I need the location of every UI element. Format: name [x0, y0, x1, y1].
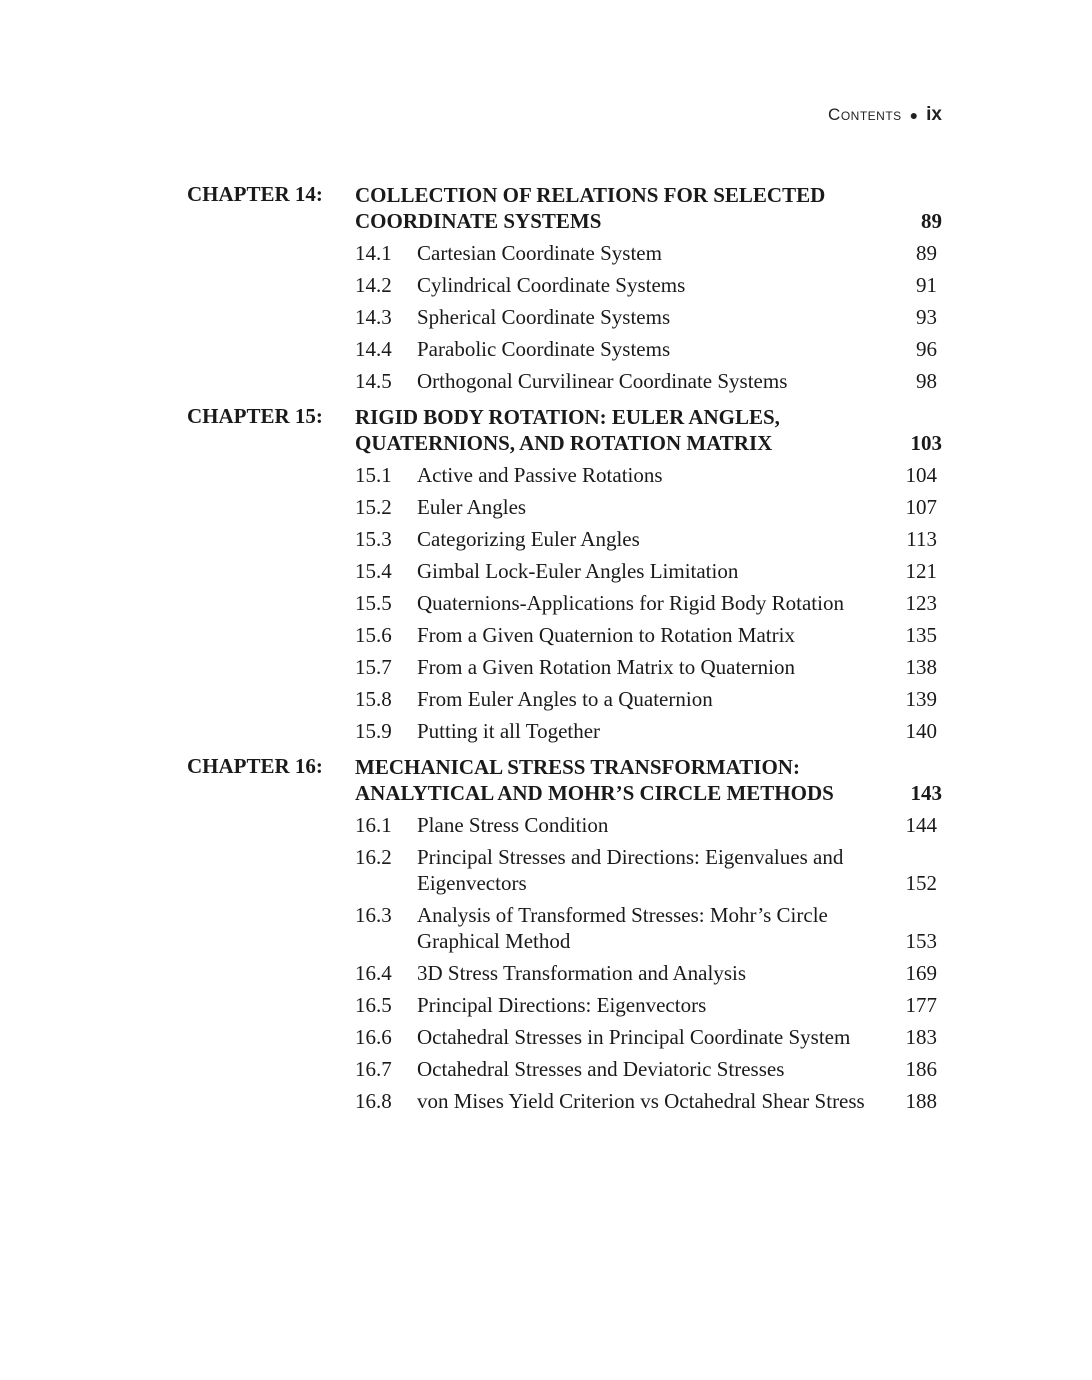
section-page: 177 [905, 993, 937, 1017]
section-title: From a Given Rotation Matrix to Quaternion [417, 655, 795, 679]
section-page: 139 [905, 687, 937, 711]
section-title: Euler Angles [417, 495, 527, 519]
section-title: Gimbal Lock-Euler Angles Limitation [417, 559, 739, 583]
page-number: ix [926, 104, 942, 125]
section-page: 93 [916, 305, 937, 329]
section-number: 14.1 [355, 241, 392, 265]
bullet-icon: ● [909, 107, 919, 123]
section-title: Principal Stresses and Directions: Eigenvalues and Eigenvectors [417, 845, 844, 895]
section-number: 16.5 [355, 993, 392, 1017]
section-title: Quaternions-Applications for Rigid Body Rotation [417, 591, 844, 615]
section-entry [355, 558, 942, 584]
section-entry [355, 960, 942, 986]
section-entry [355, 494, 942, 520]
section-page: 113 [906, 527, 937, 551]
section-number: 16.4 [355, 961, 392, 985]
section-entry [355, 304, 942, 330]
section-title: Analysis of Transformed Stresses: Mohr’s Circle Graphical Method [417, 903, 828, 953]
section-number: 15.1 [355, 463, 392, 487]
section-page: 153 [905, 929, 937, 953]
section-entry [355, 654, 942, 680]
chapter-page: 89 [921, 209, 942, 233]
chapter-page: 103 [910, 431, 942, 455]
section-entry [355, 272, 942, 298]
section-number: 15.5 [355, 591, 392, 615]
section-entry [355, 686, 942, 712]
section-page: 186 [905, 1057, 937, 1081]
section-number: 14.4 [355, 337, 392, 361]
section-entry [355, 718, 942, 744]
section-number: 15.9 [355, 719, 392, 743]
section-entry [355, 1088, 942, 1114]
section-title: From a Given Quaternion to Rotation Matrix [417, 623, 795, 647]
section-entry [355, 462, 942, 488]
section-number: 14.2 [355, 273, 392, 297]
section-page: 169 [905, 961, 937, 985]
section-title: Spherical Coordinate Systems [417, 305, 671, 329]
section-entry [355, 992, 942, 1018]
section-number: 14.5 [355, 369, 392, 393]
section-entry [355, 240, 942, 266]
section-entry [355, 1024, 942, 1050]
chapter-label: CHAPTER 15: [187, 404, 323, 428]
chapter-entry [187, 404, 942, 744]
section-title: Octahedral Stresses and Deviatoric Stresses [417, 1057, 785, 1081]
section-page: 98 [916, 369, 937, 393]
chapter-label: CHAPTER 14: [187, 182, 323, 206]
section-title: Octahedral Stresses in Principal Coordinate System [417, 1025, 851, 1049]
section-entry [355, 368, 942, 394]
section-title: Plane Stress Condition [417, 813, 609, 837]
section-page: 135 [905, 623, 937, 647]
section-entry [355, 844, 942, 896]
section-number: 15.3 [355, 527, 392, 551]
section-page: 140 [905, 719, 937, 743]
section-page: 138 [905, 655, 937, 679]
chapter-title: MECHANICAL STRESS TRANSFORMATION: ANALYTICAL AND MOHR’S CIRCLE METHODS [355, 755, 834, 805]
section-title: From Euler Angles to a Quaternion [417, 687, 713, 711]
chapter-title: COLLECTION OF RELATIONS FOR SELECTED COORDINATE SYSTEMS [355, 183, 826, 233]
section-title: Putting it all Together [417, 719, 601, 743]
section-page: 144 [905, 813, 937, 837]
section-title: 3D Stress Transformation and Analysis [417, 961, 747, 985]
section-entry [355, 526, 942, 552]
chapter-entry [187, 754, 942, 1114]
section-title: Active and Passive Rotations [417, 463, 663, 487]
running-head [828, 104, 942, 126]
chapter-entry [187, 182, 942, 394]
section-number: 14.3 [355, 305, 392, 329]
section-title: von Mises Yield Criterion vs Octahedral Shear Stress [417, 1089, 865, 1113]
section-page: 152 [905, 871, 937, 895]
section-number: 16.2 [355, 845, 392, 869]
section-entry [355, 812, 942, 838]
section-number: 16.6 [355, 1025, 392, 1049]
section-page: 188 [905, 1089, 937, 1113]
section-page: 96 [916, 337, 937, 361]
section-page: 183 [905, 1025, 937, 1049]
section-page: 107 [905, 495, 937, 519]
section-title: Categorizing Euler Angles [417, 527, 640, 551]
section-number: 16.1 [355, 813, 392, 837]
section-number: 15.6 [355, 623, 392, 647]
running-head-label: Contents [828, 105, 902, 124]
section-title: Principal Directions: Eigenvectors [417, 993, 707, 1017]
section-number: 15.8 [355, 687, 392, 711]
section-number: 15.2 [355, 495, 392, 519]
section-entry [355, 590, 942, 616]
section-entry [355, 1056, 942, 1082]
section-number: 15.4 [355, 559, 392, 583]
section-page: 89 [916, 241, 937, 265]
section-title: Cartesian Coordinate System [417, 241, 662, 265]
section-page: 91 [916, 273, 937, 297]
section-number: 16.7 [355, 1057, 392, 1081]
chapter-label: CHAPTER 16: [187, 754, 323, 778]
section-entry [355, 336, 942, 362]
table-of-contents [187, 182, 942, 1124]
chapter-page: 143 [910, 781, 942, 805]
section-title: Orthogonal Curvilinear Coordinate Systems [417, 369, 788, 393]
section-page: 123 [905, 591, 937, 615]
chapter-title: RIGID BODY ROTATION: EULER ANGLES, QUATERNIONS, AND ROTATION MATRIX [355, 405, 780, 455]
section-title: Parabolic Coordinate Systems [417, 337, 671, 361]
section-number: 15.7 [355, 655, 392, 679]
section-page: 104 [905, 463, 937, 487]
section-number: 16.3 [355, 903, 392, 927]
section-title: Cylindrical Coordinate Systems [417, 273, 686, 297]
section-number: 16.8 [355, 1089, 392, 1113]
section-page: 121 [905, 559, 937, 583]
section-entry [355, 902, 942, 954]
section-entry [355, 622, 942, 648]
